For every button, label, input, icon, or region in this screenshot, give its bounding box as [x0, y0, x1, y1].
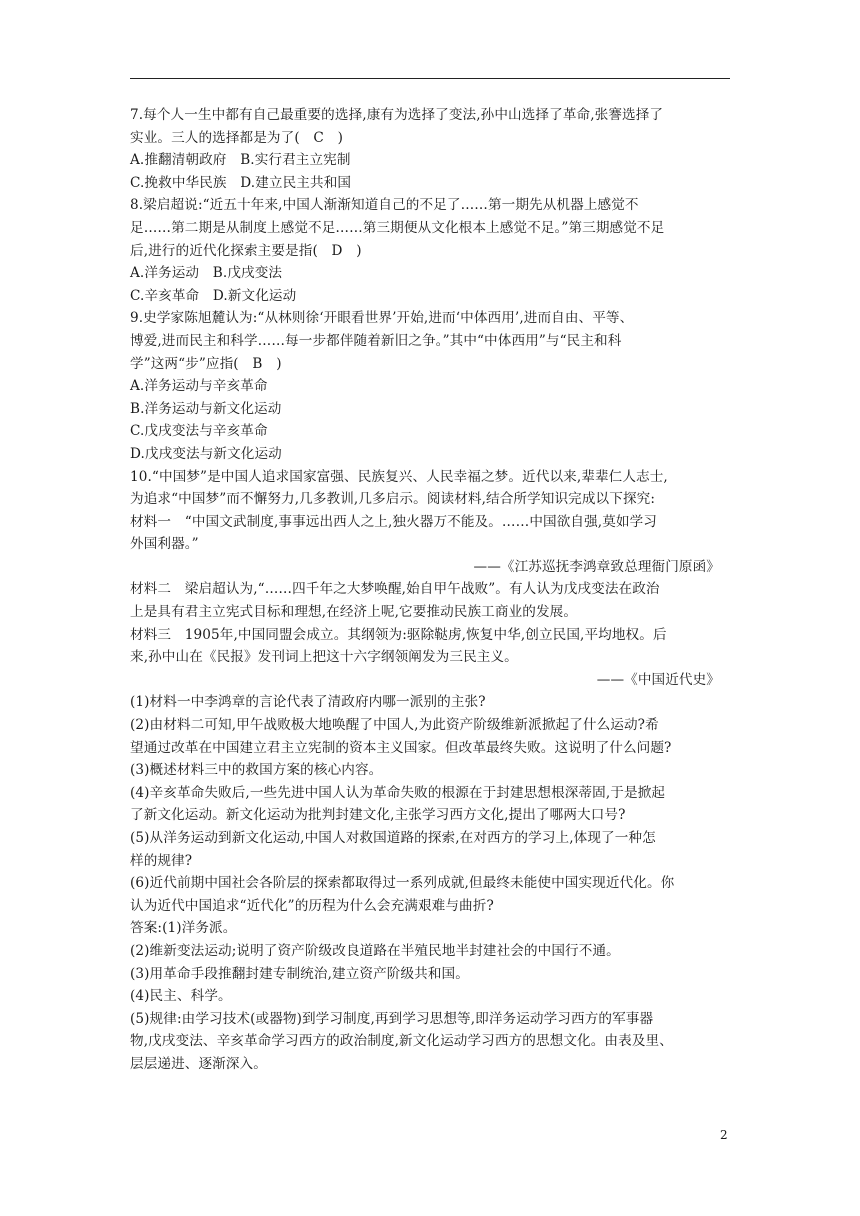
q9-option-d: D.戊戌变法与新文化运动 [130, 445, 282, 462]
q9-line-3: 学”这两“步”应指( B ) [130, 355, 282, 372]
sub-question-2-line-1: (2)由材料二可知,甲午战败极大地唤醒了中国人,为此资产阶级维新派掀起了什么运动?希 [130, 717, 659, 734]
q10-intro-line-2: 为追求“中国梦”而不懈努力,几多教训,几多启示。阅读材料,结合所学知识完成以下探究: [130, 491, 656, 508]
q9-option-a: A.洋务运动与辛亥革命 [130, 378, 268, 395]
q9-line-1: 9.史学家陈旭麓认为:“从林则徐‘开眼看世界’开始,进而‘中体西用’,进而自由、平等、 [130, 310, 634, 327]
q8-options-cd: C.辛亥革命 D.新文化运动 [130, 287, 297, 304]
q8-line-3: 后,进行的近代化探索主要是指( D ) [130, 242, 362, 259]
document-body [130, 104, 734, 1076]
answer-5-line-3: 层层递进、逐渐深入。 [130, 1055, 267, 1072]
header-rule [130, 78, 730, 79]
q7-options-ab: A.推翻清朝政府 B.实行君主立宪制 [130, 152, 351, 169]
q7-options-cd: C.挽救中华民族 D.建立民主共和国 [130, 174, 352, 191]
sub-question-2-line-2: 望通过改革在中国建立君主立宪制的资本主义国家。但改革最终失败。这说明了什么问题? [130, 739, 672, 756]
q8-line-2: 足……第二期是从制度上感觉不足……第三期便从文化根本上感觉不足。”第三期感觉不足 [130, 219, 665, 236]
answer-5-line-2: 物,戊戌变法、辛亥革命学习西方的政治制度,新文化运动学习西方的思想文化。由表及里、 [130, 1033, 673, 1050]
material-1-line-2: 外国利器。” [130, 536, 199, 553]
sub-question-6-line-1: (6)近代前期中国社会各阶层的探索都取得过一系列成就,但最终未能使中国实现近代化。你 [130, 875, 675, 892]
answer-1: 答案:(1)洋务派。 [130, 920, 237, 937]
answer-2: (2)维新变法运动;说明了资产阶级改良道路在半殖民地半封建社会的中国行不通。 [130, 942, 620, 959]
material-3-source: ——《中国近代史》 [596, 671, 720, 688]
sub-question-5-line-2: 样的规律? [130, 852, 193, 869]
material-3-line-1: 材料三 1905年,中国同盟会成立。其纲领为:驱除鞑虏,恢复中华,创立民国,平均地权。后 [130, 626, 667, 643]
q7-line-1: 7.每个人一生中都有自己最重要的选择,康有为选择了变法,孙中山选择了革命,张謇选择了 [130, 107, 664, 123]
material-1-line-1: 材料一 “中国文武制度,事事远出西人之上,独火器万不能及。……中国欲自强,莫如学习 [130, 513, 657, 530]
q9-option-b: B.洋务运动与新文化运动 [130, 400, 282, 417]
sub-question-4-line-1: (4)辛亥革命失败后,一些先进中国人认为革命失败的根源在于封建思想根深蒂固,于是掀起 [130, 784, 666, 801]
answer-5-line-1: (5)规律:由学习技术(或器物)到学习制度,再到学习思想等,即洋务运动学习西方的军事器 [130, 1010, 654, 1027]
sub-question-1: (1)材料一中李鸿章的言论代表了清政府内哪一派别的主张? [130, 694, 486, 711]
sub-question-3: (3)概述材料三中的救国方案的核心内容。 [130, 762, 383, 779]
material-2-line-1: 材料二 梁启超认为,“……四千年之大梦唤醒,始自甲午战败”。有人认为戊戌变法在政治 [130, 581, 660, 598]
material-2-line-2: 上是具有君主立宪式目标和理想,在经济上呢,它要推动民族工商业的发展。 [130, 604, 578, 621]
material-3-line-2: 来,孙中山在《民报》发刊词上把这十六字纲领阐发为三民主义。 [130, 649, 518, 666]
answer-3: (3)用革命手段推翻封建专制统治,建立资产阶级共和国。 [130, 965, 469, 982]
sub-question-5-line-1: (5)从洋务运动到新文化运动,中国人对救国道路的探索,在对西方的学习上,体现了一种怎 [130, 830, 656, 846]
q10-intro-line-1: 10.“中国梦”是中国人追求国家富强、民族复兴、人民幸福之梦。近代以来,辈辈仁人志士, [130, 468, 668, 485]
answer-4: (4)民主、科学。 [130, 988, 232, 1005]
page-number: 2 [720, 1128, 728, 1142]
q9-line-2: 博爱,进而民主和科学……每一步都伴随着新旧之争。”其中“中体西用”与“民主和科 [130, 332, 622, 349]
material-1-source: ——《江苏巡抚李鸿章致总理衙门原函》 [473, 558, 720, 575]
q8-line-1: 8.梁启超说:“近五十年来,中国人渐渐知道自己的不足了……第一期先从机器上感觉不 [130, 197, 639, 214]
sub-question-6-line-2: 认为近代中国追求“近代化”的历程为什么会充满艰难与曲折? [130, 897, 494, 914]
q7-line-2: 实业。三人的选择都是为了( C ) [130, 129, 344, 146]
q9-option-c: C.戊戌变法与辛亥革命 [130, 423, 268, 440]
q8-options-ab: A.洋务运动 B.戊戌变法 [130, 265, 283, 282]
sub-question-4-line-2: 了新文化运动。新文化运动为批判封建文化,主张学习西方文化,提出了哪两大口号? [130, 807, 626, 824]
